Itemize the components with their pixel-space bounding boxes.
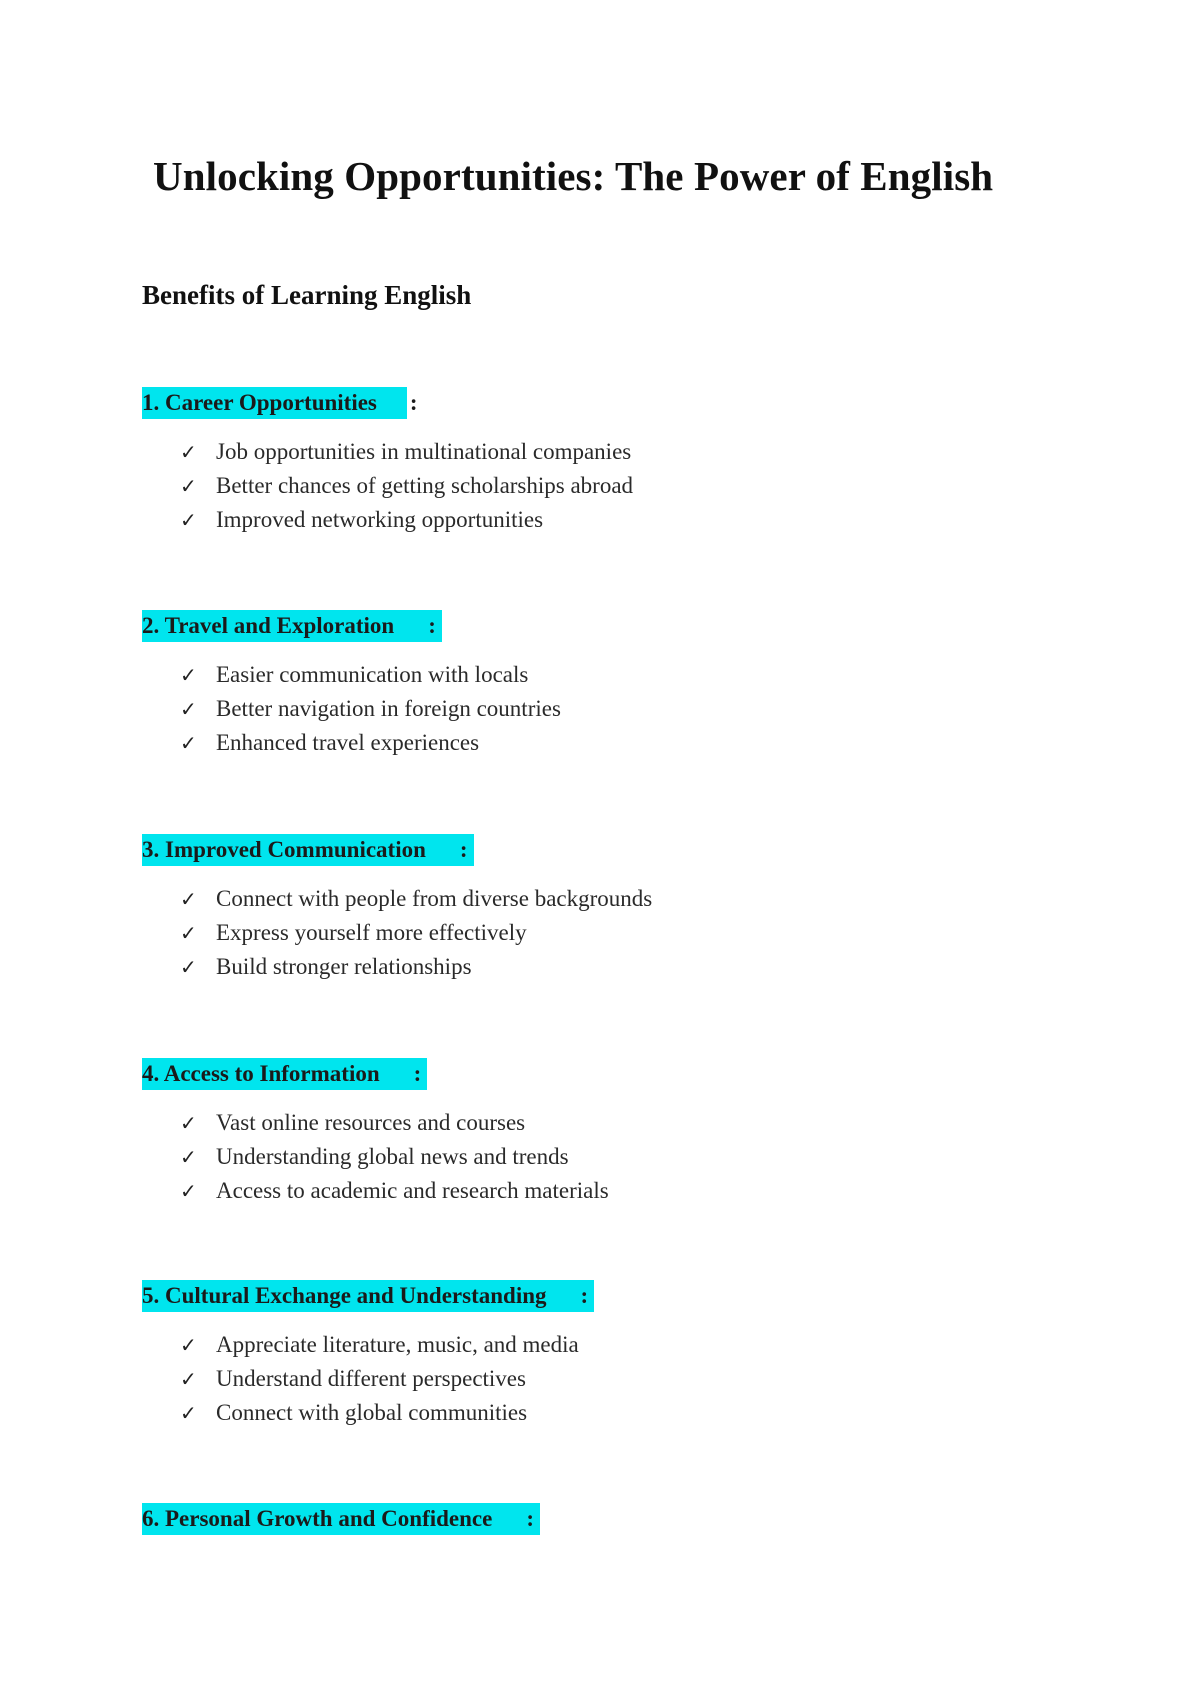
check-icon: ✓: [180, 697, 197, 721]
list-item: [142, 503, 1042, 537]
list-item-text: Better navigation in foreign countries: [216, 696, 561, 721]
bullet-list: [142, 1106, 1042, 1208]
section-personal-growth: [142, 1503, 1042, 1535]
check-icon: ✓: [180, 1145, 197, 1169]
section-cultural-exchange: [142, 1280, 1042, 1430]
heading-highlight: [142, 610, 442, 642]
heading-text: 1. Career Opportunities: [142, 390, 377, 415]
section-career-opportunities: [142, 387, 1042, 537]
heading-highlight: [142, 834, 474, 866]
list-item: [142, 658, 1042, 692]
section-heading: [142, 834, 1042, 866]
document-title: Unlocking Opportunities: The Power of English: [153, 153, 994, 199]
bullet-list: [142, 882, 1042, 984]
list-item: [142, 916, 1042, 950]
bullet-list: [142, 658, 1042, 760]
heading-text: 2. Travel and Exploration: [142, 613, 395, 638]
list-item-text: Understanding global news and trends: [216, 1144, 569, 1169]
section-travel-and-exploration: [142, 610, 1042, 760]
heading-colon: :: [459, 837, 468, 862]
check-icon: ✓: [180, 1333, 197, 1357]
list-item: [142, 882, 1042, 916]
section-improved-communication: [142, 834, 1042, 984]
check-icon: ✓: [180, 663, 197, 687]
heading-highlight: [142, 1058, 427, 1090]
list-item-text: Express yourself more effectively: [216, 920, 527, 945]
heading-highlight: [142, 1280, 594, 1312]
list-item: [142, 1396, 1042, 1430]
heading-text: 6. Personal Growth and Confidence: [142, 1506, 493, 1531]
list-item: [142, 950, 1042, 984]
heading-colon: :: [413, 1061, 422, 1086]
heading-colon: :: [526, 1506, 535, 1531]
heading-colon: :: [580, 1283, 589, 1308]
list-item-text: Understand different perspectives: [216, 1366, 526, 1391]
list-item: [142, 1362, 1042, 1396]
section-heading: [142, 610, 1042, 642]
list-item-text: Access to academic and research materials: [216, 1178, 609, 1203]
check-icon: ✓: [180, 1367, 197, 1391]
check-icon: ✓: [180, 1401, 197, 1425]
list-item-text: Connect with people from diverse backgrounds: [216, 886, 653, 911]
section-access-to-information: [142, 1058, 1042, 1208]
list-item-text: Connect with global communities: [216, 1400, 528, 1425]
list-item: [142, 469, 1042, 503]
list-item: [142, 726, 1042, 760]
list-item-text: Build stronger relationships: [216, 954, 472, 979]
heading-text: 4. Access to Information: [142, 1061, 380, 1086]
heading-colon: :: [409, 390, 418, 415]
list-item: [142, 1174, 1042, 1208]
list-item: [142, 692, 1042, 726]
list-item-text: Enhanced travel experiences: [216, 730, 480, 755]
list-item-text: Vast online resources and courses: [216, 1110, 526, 1135]
section-heading: [142, 1058, 1042, 1090]
heading-highlight: [142, 1503, 540, 1535]
list-item: [142, 1328, 1042, 1362]
list-item-text: Job opportunities in multinational companies: [216, 439, 632, 464]
check-icon: ✓: [180, 955, 197, 979]
check-icon: ✓: [180, 921, 197, 945]
check-icon: ✓: [180, 1111, 197, 1135]
section-heading: [142, 1280, 1042, 1312]
heading-text: 3. Improved Communication: [142, 837, 426, 862]
check-icon: ✓: [180, 440, 197, 464]
section-heading: [142, 1503, 1042, 1535]
list-item-text: Easier communication with locals: [216, 662, 529, 687]
check-icon: ✓: [180, 508, 197, 532]
list-item: [142, 435, 1042, 469]
check-icon: ✓: [180, 887, 197, 911]
heading-colon: :: [428, 613, 436, 638]
check-icon: ✓: [180, 1179, 197, 1203]
list-item-text: Better chances of getting scholarships abroad: [216, 473, 634, 498]
check-icon: ✓: [180, 731, 197, 755]
list-item-text: Appreciate literature, music, and media: [216, 1332, 579, 1357]
section-heading: [142, 387, 1042, 419]
section-subtitle: Benefits of Learning English: [142, 280, 472, 310]
check-icon: ✓: [180, 474, 197, 498]
list-item: [142, 1140, 1042, 1174]
list-item: [142, 1106, 1042, 1140]
heading-highlight: [142, 387, 407, 419]
heading-text: 5. Cultural Exchange and Understanding: [142, 1283, 547, 1308]
bullet-list: [142, 435, 1042, 537]
bullet-list: [142, 1328, 1042, 1430]
list-item-text: Improved networking opportunities: [216, 507, 544, 532]
